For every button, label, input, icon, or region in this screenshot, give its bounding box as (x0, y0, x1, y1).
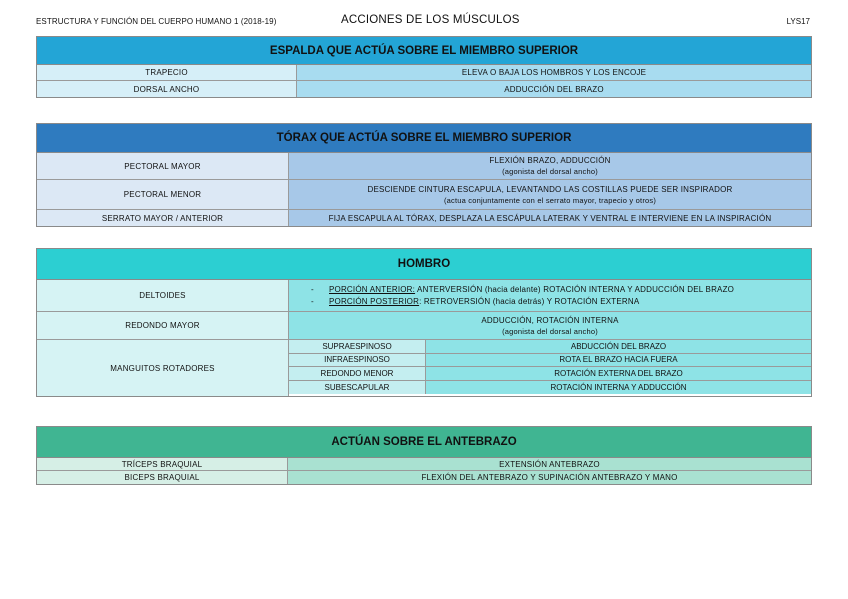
sub-muscle-name: SUBESCAPULAR (289, 381, 426, 395)
bullet-item (311, 284, 811, 296)
sub-muscle-name: SUPRAESPINOSO (289, 340, 426, 353)
action-text: FLEXIÓN BRAZO, ADDUCCIÓN (489, 156, 611, 165)
table-row (37, 458, 811, 471)
table-row (37, 81, 811, 97)
sub-row (289, 340, 811, 354)
bullet-dash: - (311, 284, 314, 294)
bullet-list (289, 284, 811, 308)
table-hombro (36, 248, 812, 397)
muscle-name: PECTORAL MAYOR (37, 153, 289, 179)
action-text: ADDUCCIÓN DEL BRAZO (504, 84, 604, 94)
table-title: ESPALDA QUE ACTÚA SOBRE EL MIEMBRO SUPERIOR (37, 37, 811, 65)
page-header (0, 0, 848, 30)
muscle-action (288, 458, 811, 470)
table-row (37, 280, 811, 312)
action-note: (actua conjuntamente con el serrato mayor, trapecio y otros) (443, 195, 657, 205)
sub-muscle-name: REDONDO MENOR (289, 367, 426, 380)
muscle-name: REDONDO MAYOR (37, 312, 289, 339)
course-title: ESTRUCTURA Y FUNCIÓN DEL CUERPO HUMANO 1 (2018-19) (36, 17, 277, 26)
muscle-name: DORSAL ANCHO (37, 81, 297, 97)
sub-row (289, 367, 811, 381)
action-text: DESCIENDE CINTURA ESCAPULA, LEVANTANDO LAS COSTILLAS PUEDE SER INSPIRADOR (367, 184, 733, 194)
table-title: HOMBRO (37, 249, 811, 280)
action-text: ELEVA O BAJA LOS HOMBROS Y LOS ENCOJE (461, 68, 647, 77)
bullet-label: PORCIÓN ANTERIOR: (329, 284, 416, 294)
sub-muscle-action: ROTACIÓN INTERNA Y ADDUCCIÓN (426, 381, 811, 395)
bullet-item (311, 296, 811, 308)
bullet-text: : RETROVERSIÓN (hacia detrás) Y ROTACIÓN EXTERNA (419, 296, 640, 306)
muscle-action (297, 65, 811, 80)
sub-row (289, 354, 811, 368)
muscle-action (289, 210, 811, 226)
action-note: (agonista del dorsal ancho) (502, 167, 598, 176)
table-espalda (36, 36, 812, 98)
muscle-name: PECTORAL MENOR (37, 180, 289, 209)
sub-muscle-action: ROTA EL BRAZO HACIA FUERA (426, 354, 811, 367)
bullet-label: PORCIÓN POSTERIOR (329, 296, 420, 306)
table-row (37, 471, 811, 484)
table-row (37, 153, 811, 180)
action-note: (agonista del dorsal ancho) (502, 326, 598, 336)
table-row (37, 340, 811, 396)
sub-table (289, 340, 811, 396)
table-antebrazo (36, 426, 812, 485)
muscle-name: BICEPS BRAQUIAL (37, 471, 288, 484)
page-title: ACCIONES DE LOS MÚSCULOS (341, 14, 520, 26)
table-row (37, 180, 811, 210)
page-code: LYS17 (786, 17, 810, 26)
sub-muscle-action: ROTACIÓN EXTERNA DEL BRAZO (426, 367, 811, 380)
muscle-name: MANGUITOS ROTADORES (37, 340, 289, 396)
table-title: TÓRAX QUE ACTÚA SOBRE EL MIEMBRO SUPERIOR (37, 124, 811, 153)
sub-muscle-action: ABDUCCIÓN DEL BRAZO (426, 340, 811, 353)
table-row (37, 65, 811, 81)
action-text: EXTENSIÓN ANTEBRAZO (499, 459, 600, 469)
sub-row (289, 381, 811, 395)
table-row (37, 312, 811, 340)
muscle-name: DELTOIDES (37, 280, 289, 311)
muscle-name: TRAPECIO (37, 65, 297, 80)
action-text: FLEXIÓN DEL ANTEBRAZO Y SUPINACIÓN ANTEBRAZO Y MANO (421, 473, 678, 482)
muscle-action (297, 81, 811, 97)
muscle-name: TRÍCEPS BRAQUIAL (37, 458, 288, 470)
bullet-dash: - (311, 296, 314, 306)
table-row (37, 210, 811, 226)
muscle-action (289, 312, 811, 339)
bullet-text: ANTERVERSIÓN (hacia delante) ROTACIÓN INTERNA Y ADDUCCIÓN DEL BRAZO (415, 284, 735, 294)
muscle-action (288, 471, 811, 484)
muscle-action (289, 153, 811, 179)
muscle-action (289, 280, 811, 311)
action-text: ADDUCCIÓN, ROTACIÓN INTERNA (481, 315, 619, 325)
table-title: ACTÚAN SOBRE EL ANTEBRAZO (37, 427, 811, 458)
action-text: FIJA ESCAPULA AL TÓRAX, DESPLAZA LA ESCÁPULA LATERAK Y VENTRAL E INTERVIENE EN LA INSPIRACIÓN (328, 213, 772, 223)
muscle-name: SERRATO MAYOR / ANTERIOR (37, 210, 289, 226)
muscle-action (289, 180, 811, 209)
sub-muscle-name: INFRAESPINOSO (289, 354, 426, 367)
table-torax (36, 123, 812, 227)
